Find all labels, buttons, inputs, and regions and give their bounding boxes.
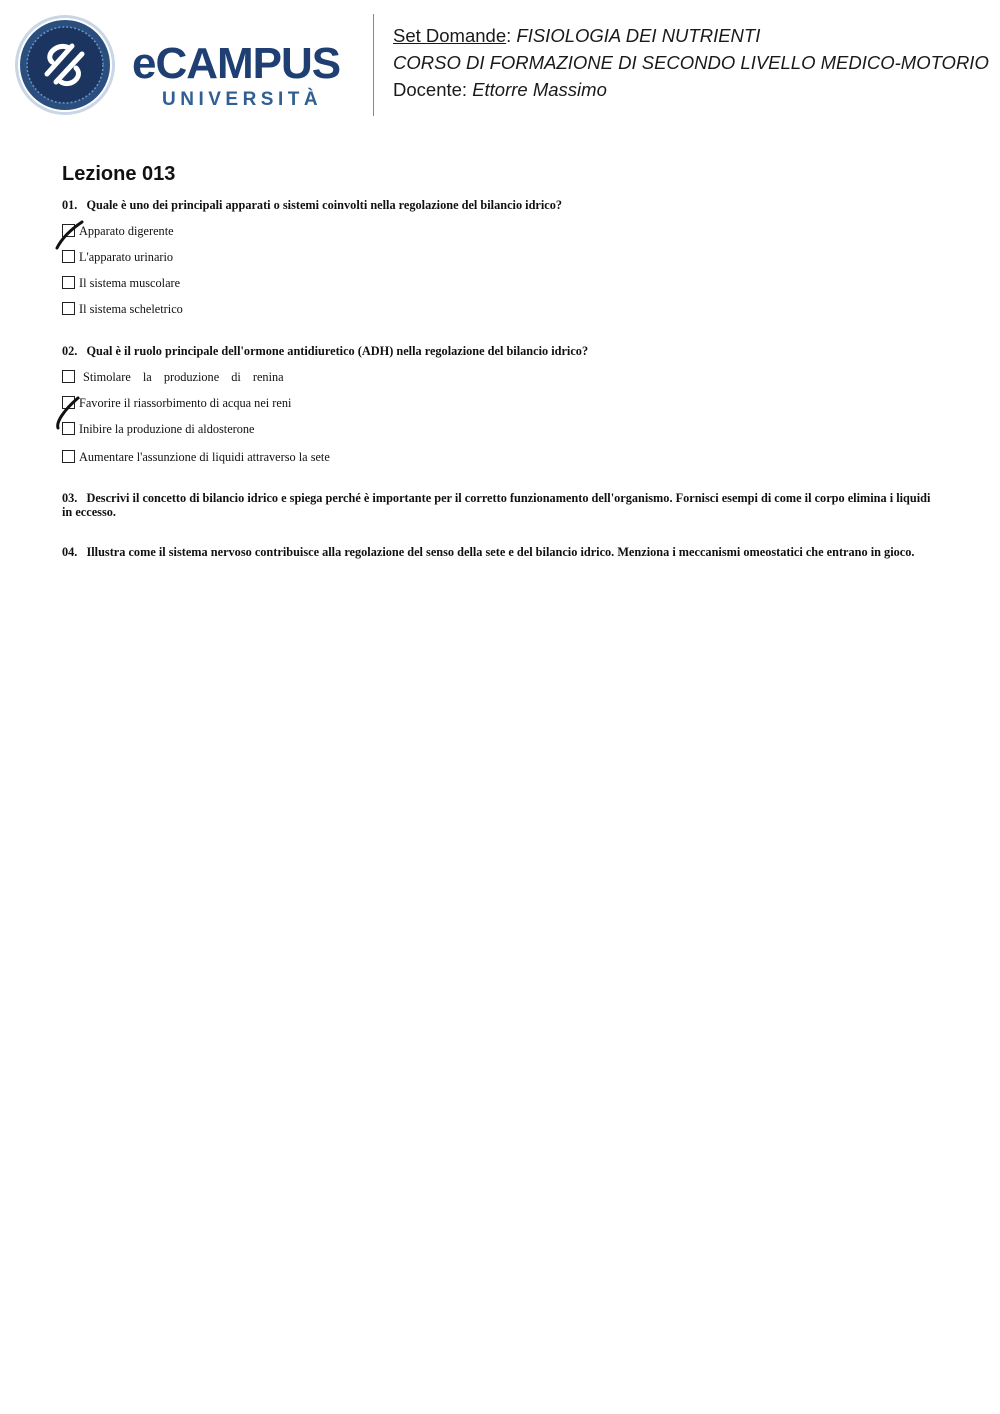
question-text: Qual è il ruolo principale dell'ormone antidiuretico (ADH) nella regolazione del bilancio idrico?	[86, 344, 589, 358]
teacher-line	[393, 76, 989, 103]
answer-option[interactable]	[62, 301, 183, 317]
checkbox[interactable]	[62, 302, 75, 315]
page-header	[0, 0, 1000, 130]
option-label: Aumentare l'assunzione di liquidi attraverso la sete	[79, 450, 330, 464]
answer-option[interactable]	[62, 275, 180, 291]
question-text: Descrivi il concetto di bilancio idrico e spiega perché è importante per il corretto funzionamento dell'organismo. Fornisci esempi di come il corpo elimina i liquidi in eccesso.	[62, 491, 931, 519]
university-seal-logo	[14, 14, 116, 116]
teacher-name: Ettorre Massimo	[472, 79, 607, 100]
checkbox[interactable]	[62, 250, 75, 263]
question-2	[62, 344, 932, 358]
answer-option[interactable]	[62, 249, 173, 265]
set-line: Set Domande: FISIOLOGIA DEI NUTRIENTI	[393, 25, 761, 46]
lesson-title: Lezione 013	[62, 163, 176, 185]
header-divider	[373, 14, 374, 116]
option-label: Favorire il riassorbimento di acqua nei reni	[79, 396, 292, 410]
question-4	[62, 545, 932, 559]
checkbox[interactable]	[62, 370, 75, 383]
checkbox[interactable]	[62, 422, 75, 435]
option-label: Il sistema scheletrico	[79, 302, 183, 316]
option-label: Il sistema muscolare	[79, 276, 181, 290]
brand-name: eCAMPUS	[132, 39, 341, 88]
answer-option[interactable]	[62, 449, 330, 465]
option-label: Apparato digerente	[79, 224, 174, 238]
brand-subtitle: UNIVERSITÀ	[162, 89, 323, 110]
checkbox[interactable]	[62, 450, 75, 463]
header-info	[393, 22, 989, 103]
course-line	[393, 49, 989, 76]
answer-option[interactable]	[62, 421, 255, 437]
course-name: CORSO DI FORMAZIONE DI SECONDO LIVELLO MEDICO-MOTORIO	[393, 52, 989, 73]
answer-option[interactable]	[62, 223, 174, 239]
question-number: 03.	[62, 491, 78, 505]
answer-option[interactable]	[62, 395, 291, 411]
question-text: Quale è uno dei principali apparati o sistemi coinvolti nella regolazione del bilancio idrico?	[86, 198, 563, 212]
question-number: 04.	[62, 545, 78, 559]
question-text: Illustra come il sistema nervoso contribuisce alla regolazione del senso della sete e del bilancio idrico. Menziona i meccanismi omeostatici che entrano in gioco.	[86, 545, 915, 559]
checkbox[interactable]	[62, 276, 75, 289]
ecampus-wordmark	[132, 39, 356, 110]
checkbox[interactable]	[62, 224, 75, 237]
set-label: Set Domande	[393, 25, 507, 46]
option-label: L'apparato urinario	[79, 250, 174, 264]
set-value: FISIOLOGIA DEI NUTRIENTI	[516, 25, 761, 46]
checkbox[interactable]	[62, 396, 75, 409]
question-3	[62, 491, 932, 519]
question-1	[62, 198, 932, 212]
question-number: 01.	[62, 198, 78, 212]
answer-option[interactable]	[62, 369, 284, 385]
teacher-label: Docente:	[393, 79, 468, 100]
question-number: 02.	[62, 344, 78, 358]
option-label: Inibire la produzione di aldosterone	[79, 422, 255, 436]
option-label: Stimolare la produzione di renina	[83, 370, 284, 384]
